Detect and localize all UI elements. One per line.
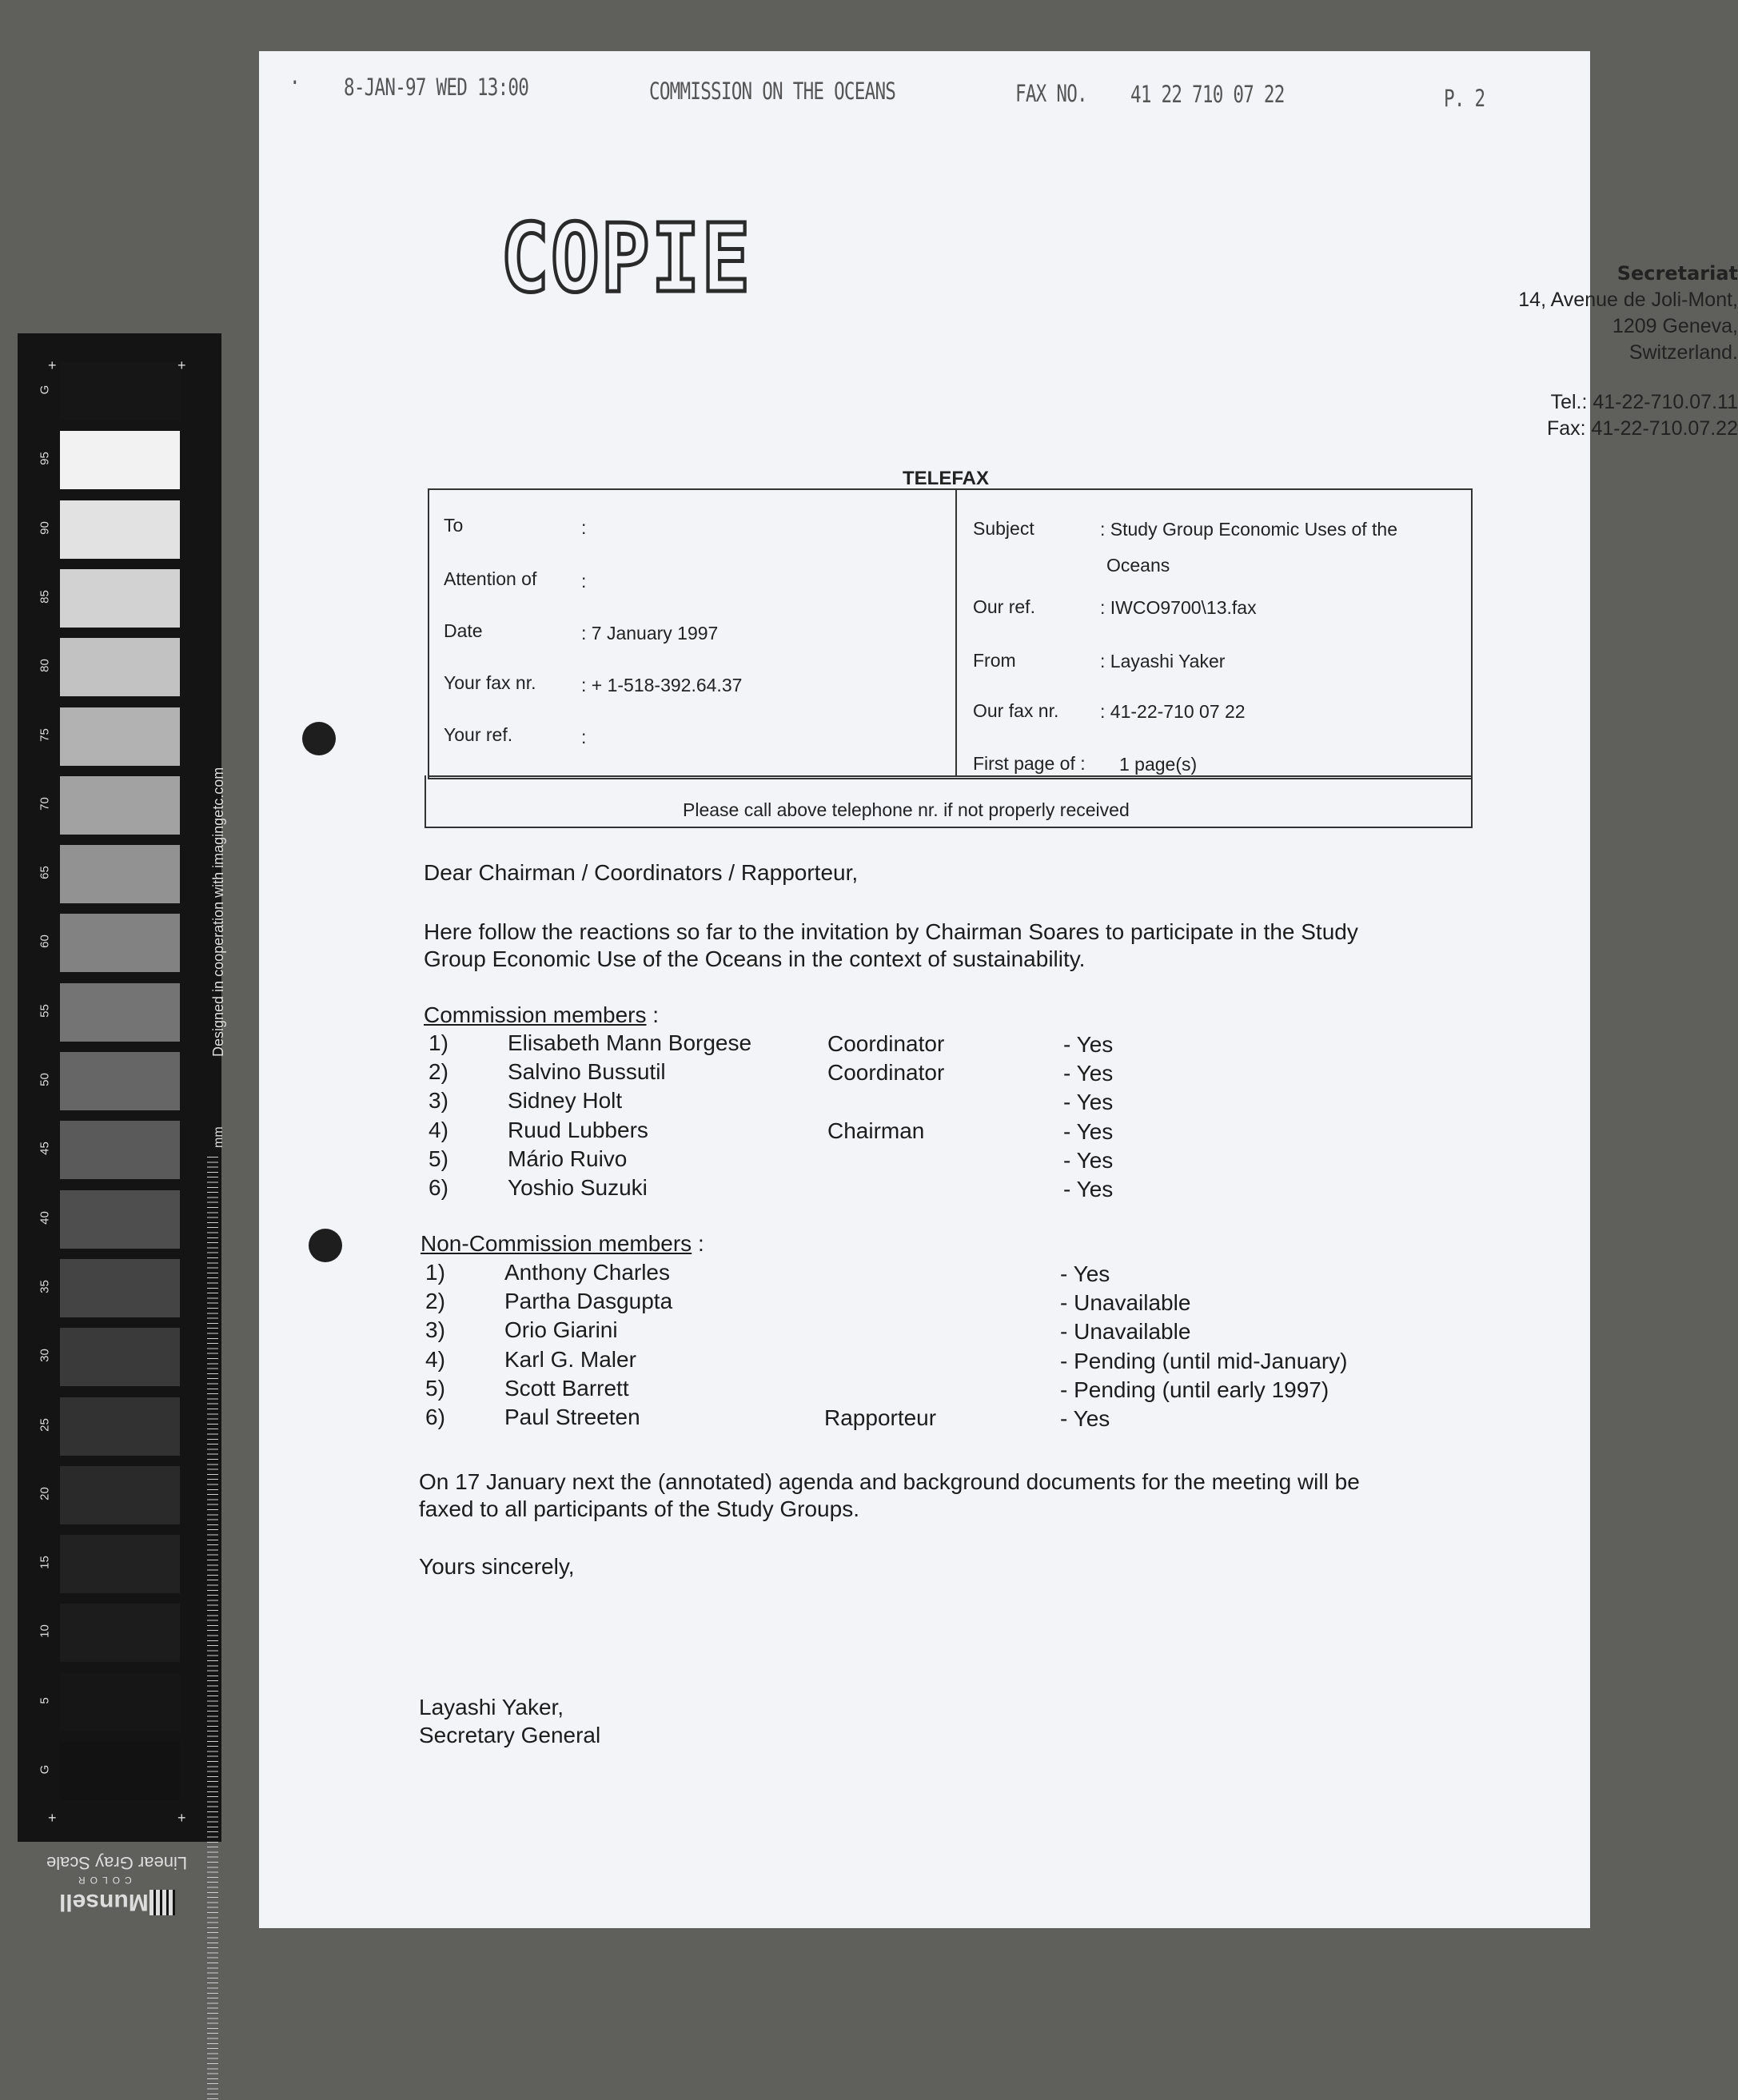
gray-patch	[60, 1742, 180, 1800]
gray-patch	[60, 1673, 180, 1731]
gray-patch	[60, 914, 180, 972]
gray-patch	[60, 707, 180, 766]
scale-title: Linear Gray Scale	[46, 1853, 188, 1873]
member-name: Partha Dasgupta	[504, 1289, 673, 1314]
gray-patch	[60, 362, 180, 420]
member-number: 6)	[425, 1405, 445, 1429]
gray-patch-label: 60	[38, 934, 52, 949]
telefax-value: :	[581, 727, 587, 747]
gray-patch-label: 50	[38, 1073, 52, 1086]
member-name: Karl G. Maler	[504, 1346, 636, 1372]
gray-patch	[60, 1328, 180, 1386]
member-role: Coordinator	[827, 1060, 945, 1086]
punch-hole	[302, 722, 336, 755]
gray-scale-card	[18, 333, 226, 1915]
gray-patch-label: 25	[38, 1417, 52, 1432]
fax-org: COMMISSION ON THE OCEANS	[649, 78, 896, 105]
telefax-label: To	[444, 515, 464, 536]
signoff: Yours sincerely,	[419, 1554, 575, 1579]
telefax-footer-text: Please call above telephone nr. if not properly received	[683, 799, 1130, 820]
secretariat-city: 1209 Geneva,	[1612, 315, 1738, 337]
gray-patch-label: 85	[38, 590, 52, 604]
member-status: - Yes	[1063, 1061, 1114, 1086]
telefax-value: :	[581, 571, 587, 592]
telefax-value: : 41-22-710 07 22	[1100, 701, 1246, 722]
member-status: - Yes	[1063, 1090, 1114, 1115]
mm-ruler	[207, 1157, 218, 2100]
fax-number-label: FAX NO.	[1015, 80, 1087, 107]
member-status: - Yes	[1063, 1147, 1114, 1173]
member-name: Elisabeth Mann Borgese	[508, 1030, 752, 1055]
member-name: Yoshio Suzuki	[508, 1175, 648, 1200]
member-number: 4)	[425, 1346, 445, 1372]
member-number: 3)	[429, 1088, 448, 1114]
gray-patch-label: 75	[38, 727, 52, 742]
secretariat-tel: Tel.: 41-22-710.07.11	[1550, 391, 1738, 413]
salutation: Dear Chairman / Coordinators / Rapporteur,	[424, 860, 859, 885]
gray-patch	[60, 983, 180, 1042]
member-role: Rapporteur	[824, 1405, 937, 1430]
telefax-value: : Study Group Economic Uses of the	[1100, 519, 1398, 540]
gray-patch-label: 90	[38, 520, 52, 535]
scale-unit: mm	[212, 1126, 225, 1148]
gray-patch-label: 5	[38, 1697, 52, 1704]
telefax-value: 1 page(s)	[1119, 754, 1198, 775]
telefax-label: Attention of	[444, 568, 537, 589]
member-name: Salvino Bussutil	[508, 1059, 666, 1085]
telefax-label: Date	[444, 620, 483, 641]
fax-number: 41 22 710 07 22	[1130, 81, 1285, 108]
commission-heading: Commission members :	[424, 1002, 660, 1027]
registration-mark: +	[177, 357, 186, 373]
member-name: Mário Ruivo	[508, 1146, 628, 1171]
member-number: 2)	[429, 1059, 448, 1085]
telefax-label: First page of :	[973, 753, 1086, 774]
registration-mark: +	[48, 1810, 57, 1826]
member-number: 1)	[425, 1260, 445, 1285]
gray-patch	[60, 1466, 180, 1524]
telefax-label: Our ref.	[973, 596, 1035, 617]
member-number: 1)	[429, 1030, 448, 1055]
gray-patch	[60, 638, 180, 696]
telefax-value: :	[581, 517, 587, 538]
member-number: 5)	[425, 1375, 445, 1401]
subject-value-line2: Oceans	[1106, 555, 1170, 576]
secretariat-street: 14, Avenue de Joli-Mont,	[1518, 289, 1738, 311]
member-status: - Yes	[1063, 1177, 1114, 1201]
member-status: - Pending (until mid-January)	[1060, 1348, 1348, 1373]
gray-patch-label: 70	[38, 796, 52, 811]
member-name: Ruud Lubbers	[508, 1117, 648, 1142]
noncommission-heading: Non-Commission members :	[421, 1231, 704, 1256]
signer-name: Layashi Yaker,	[419, 1695, 564, 1719]
closing-line-1: On 17 January next the (annotated) agenda and background documents for the meeting will be	[419, 1469, 1360, 1494]
gray-patch	[60, 1052, 180, 1110]
member-number: 2)	[425, 1289, 445, 1314]
copie-stamp: COPIE	[500, 203, 752, 313]
telefax-heading: TELEFAX	[903, 468, 990, 489]
gray-patch-label: 55	[38, 1003, 52, 1018]
gray-patch-label: 95	[38, 452, 52, 466]
telefax-divider	[955, 490, 957, 776]
gray-patch-label: 10	[38, 1624, 52, 1639]
intro-line-1: Here follow the reactions so far to the invitation by Chairman Soares to participate in the Study	[424, 919, 1358, 944]
gray-patch	[60, 569, 180, 628]
telefax-value: : IWCO9700\13.fax	[1100, 597, 1257, 618]
gray-patch	[60, 1121, 180, 1179]
telefax-value: : + 1-518-392.64.37	[581, 675, 743, 695]
telefax-value: : 7 January 1997	[581, 623, 719, 644]
telefax-label: Your fax nr.	[444, 672, 536, 693]
telefax-label: Our fax nr.	[973, 700, 1059, 721]
telefax-value: : Layashi Yaker	[1100, 651, 1226, 671]
fax-mark: ·	[289, 69, 300, 96]
gray-patch	[60, 1190, 180, 1249]
secretariat-fax: Fax: 41-22-710.07.22	[1546, 417, 1738, 440]
punch-hole	[309, 1229, 342, 1262]
gray-patch-label: 15	[38, 1556, 52, 1569]
member-status: - Unavailable	[1060, 1290, 1191, 1316]
member-name: Anthony Charles	[504, 1260, 671, 1285]
scale-side-text: Designed in cooperation with imagingetc.com	[210, 767, 226, 1057]
gray-patch-label: 40	[38, 1210, 52, 1225]
secretariat-country: Switzerland.	[1628, 341, 1738, 364]
gray-patch	[60, 1604, 180, 1662]
gray-patch-label: 35	[38, 1280, 52, 1293]
member-status: - Yes	[1063, 1032, 1114, 1057]
signer-title: Secretary General	[419, 1723, 601, 1747]
closing-line-2: faxed to all participants of the Study Groups.	[419, 1496, 859, 1521]
gray-patch-label: 45	[38, 1142, 52, 1156]
munsell-logo-text: Munsell	[59, 1889, 149, 1915]
gray-patch-label: 65	[38, 866, 52, 879]
telefax-label: Subject	[973, 518, 1034, 539]
munsell-logo-sub: COLOR	[74, 1875, 132, 1886]
member-name: Orio Giarini	[504, 1317, 618, 1343]
registration-mark: +	[177, 1810, 186, 1826]
member-status: - Yes	[1060, 1261, 1110, 1286]
member-number: 3)	[425, 1317, 445, 1343]
telefax-label: From	[973, 650, 1016, 671]
member-name: Paul Streeten	[504, 1405, 640, 1429]
secretariat-title: Secretariat	[1616, 262, 1738, 285]
gray-patch-label: G	[38, 1764, 52, 1775]
member-role: Chairman	[827, 1118, 925, 1143]
fax-page-number: P. 2	[1444, 85, 1485, 112]
member-number: 4)	[429, 1117, 448, 1142]
gray-patch-label: 80	[38, 659, 52, 673]
member-status: - Unavailable	[1060, 1319, 1191, 1345]
member-status: - Yes	[1060, 1406, 1110, 1431]
gray-patch	[60, 845, 180, 903]
fax-page	[259, 51, 1738, 1928]
intro-line-2: Group Economic Use of the Oceans in the context of sustainability.	[424, 946, 1086, 971]
gray-patch	[60, 1535, 180, 1593]
gray-patch	[60, 500, 180, 559]
member-status: - Pending (until early 1997)	[1060, 1377, 1329, 1402]
gray-patch-label: 30	[38, 1349, 52, 1363]
member-name: Sidney Holt	[508, 1088, 623, 1114]
telefax-label: Your ref.	[444, 724, 513, 745]
member-number: 6)	[429, 1175, 448, 1200]
gray-patch	[60, 1259, 180, 1317]
gray-patch	[60, 431, 180, 489]
member-number: 5)	[429, 1146, 448, 1171]
gray-patch-label: 20	[38, 1486, 52, 1500]
gray-patch	[60, 1397, 180, 1456]
member-name: Scott Barrett	[504, 1375, 629, 1401]
registration-mark: +	[48, 357, 57, 373]
gray-patch-label: G	[38, 385, 52, 395]
member-role: Coordinator	[827, 1031, 945, 1056]
fax-datetime: 8-JAN-97 WED 13:00	[344, 74, 529, 101]
member-status: - Yes	[1063, 1118, 1114, 1144]
munsell-logo-icon	[149, 1890, 175, 1915]
gray-patch	[60, 776, 180, 835]
